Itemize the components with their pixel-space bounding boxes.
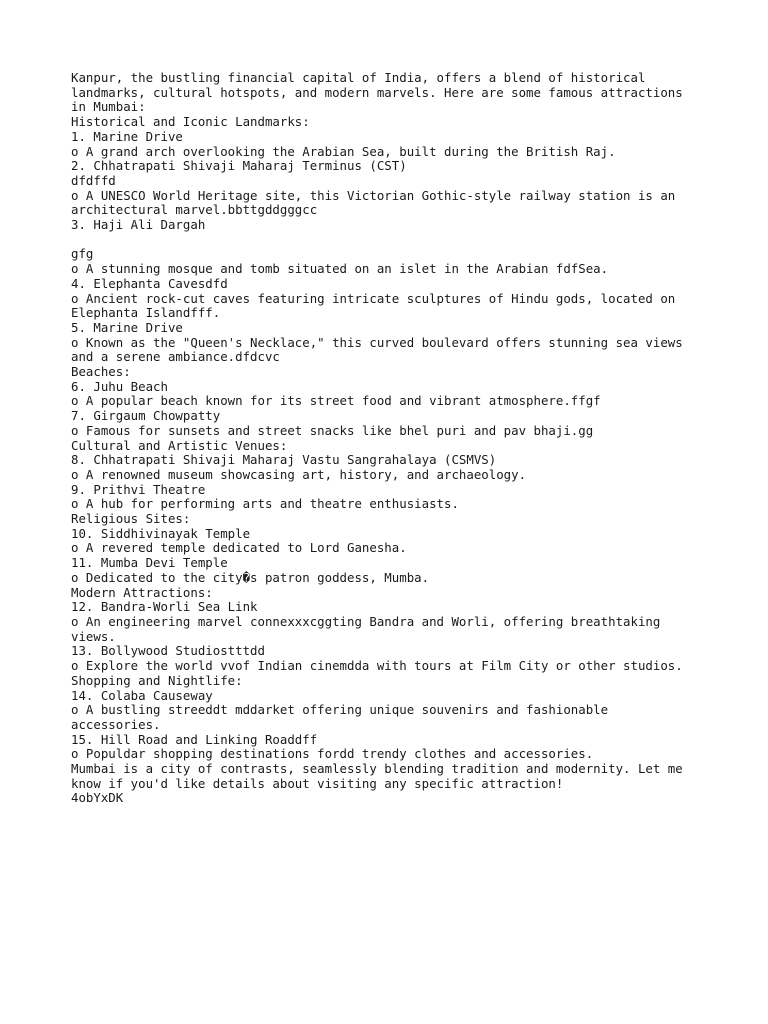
text-line: gfg: [71, 246, 94, 262]
list-item-title: 7. Girgaum Chowpatty: [71, 408, 221, 424]
list-item-description: architectural marvel.bbttgddgggcc: [71, 202, 318, 218]
list-item-description: o A hub for performing arts and theatre enthusiasts.: [71, 496, 459, 512]
list-item-title: 10. Siddhivinayak Temple: [71, 525, 251, 541]
text-line: Kanpur, the bustling financial capital of India, offers a blend of historical: [71, 70, 646, 85]
list-item-title: 4. Elephanta Cavesdfd: [71, 275, 228, 291]
section-heading: Cultural and Artistic Venues:: [71, 437, 288, 453]
section-heading: Modern Attractions:: [71, 584, 213, 600]
list-item-description: o Dedicated to the city�s patron goddess, Mumba.: [71, 569, 430, 585]
list-item-title: 3. Haji Ali Dargah: [71, 217, 206, 233]
list-item-title: 9. Prithvi Theatre: [71, 481, 206, 497]
text-line: 4obYxDK: [71, 790, 124, 806]
text-line: landmarks, cultural hotspots, and modern marvels. Here are some famous attractions: [71, 84, 683, 100]
section-heading: Shopping and Nightlife:: [71, 672, 243, 688]
list-item-title: 2. Chhatrapati Shivaji Maharaj Terminus (CST): [71, 158, 407, 174]
list-item-description: views.: [71, 628, 116, 644]
list-item-description: o A renowned museum showcasing art, history, and archaeology.: [71, 466, 527, 482]
closing-text: Mumbai is a city of contrasts, seamlessly blending tradition and modernity. Let me: [71, 761, 683, 777]
closing-text: know if you'd like details about visiting any specific attraction!: [71, 775, 564, 791]
list-item-title: 15. Hill Road and Linking Roaddff: [71, 731, 318, 747]
list-item-description: o An engineering marvel connexxxcggting Bandra and Worli, offering breathtaking: [71, 614, 661, 629]
list-item-title: 13. Bollywood Studiostttdd: [71, 643, 265, 659]
blank-line: [71, 233, 711, 248]
list-item-title: 6. Juhu Beach: [71, 378, 168, 394]
list-item-description: o Known as the "Queen's Necklace," this curved boulevard offers stunning sea views: [71, 334, 683, 350]
section-heading: Religious Sites:: [71, 511, 191, 527]
list-item-description: o Famous for sunsets and street snacks like bhel puri and pav bhaji.gg: [71, 422, 594, 438]
list-item-description: o A popular beach known for its street food and vibrant atmosphere.ffgf: [71, 393, 601, 409]
list-item-description: o Ancient rock-cut caves featuring intricate sculptures of Hindu gods, located on: [71, 290, 676, 306]
section-heading: Beaches:: [71, 364, 131, 380]
document-body: [71, 71, 711, 806]
list-item-description: o Explore the world vvof Indian cinemdda with tours at Film City or other studios.: [71, 658, 683, 674]
list-item-description: o A bustling streeddt mddarket offering unique souvenirs and fashionable: [71, 702, 609, 718]
list-item-description: and a serene ambiance.dfdcvc: [71, 349, 280, 365]
text-line: dfdffd: [71, 172, 116, 188]
list-item-description: o A revered temple dedicated to Lord Ganesha.: [71, 540, 407, 556]
list-item-description: o A stunning mosque and tomb situated on an islet in the Arabian fdfSea.: [71, 261, 609, 277]
list-item-description: o Populdar shopping destinations fordd trendy clothes and accessories.: [71, 746, 594, 762]
list-item-title: 12. Bandra-Worli Sea Link: [71, 599, 258, 615]
list-item-description: Elephanta Islandfff.: [71, 305, 221, 321]
text-line: in Mumbai:: [71, 99, 146, 115]
section-heading: Historical and Iconic Landmarks:: [71, 114, 310, 130]
list-item-description: o A UNESCO World Heritage site, this Victorian Gothic-style railway station is an: [71, 187, 676, 203]
list-item-description: o A grand arch overlooking the Arabian Sea, built during the British Raj.: [71, 143, 616, 159]
list-item-title: 5. Marine Drive: [71, 319, 183, 335]
list-item-title: 14. Colaba Causeway: [71, 687, 213, 703]
list-item-title: 11. Mumba Devi Temple: [71, 555, 228, 571]
list-item-description: accessories.: [71, 716, 161, 732]
list-item-title: 1. Marine Drive: [71, 128, 183, 144]
list-item-title: 8. Chhatrapati Shivaji Maharaj Vastu Sangrahalaya (CSMVS): [71, 452, 497, 468]
